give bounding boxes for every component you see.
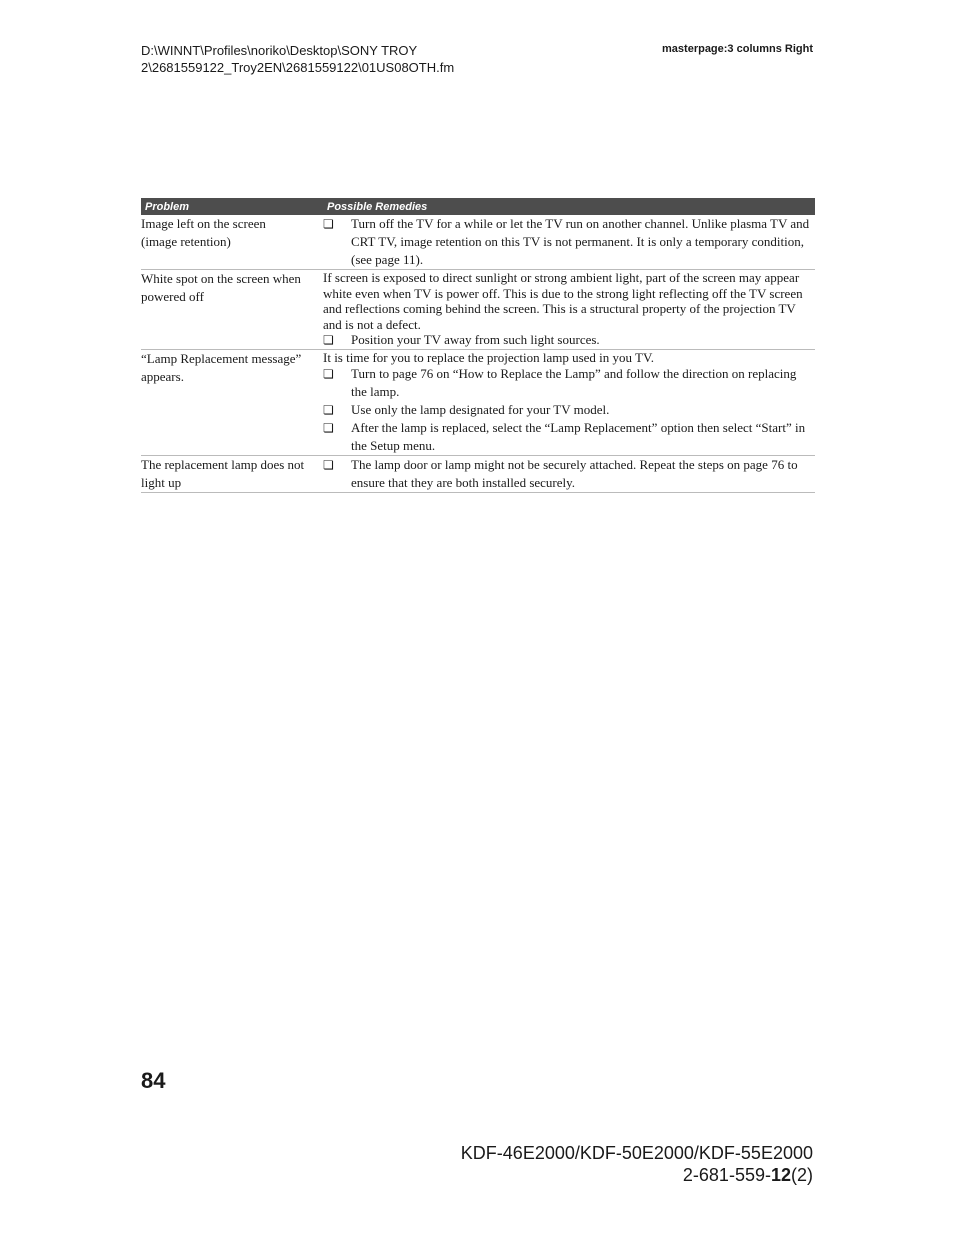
table-header [141,198,815,215]
problem-cell: “Lamp Replacement message” appears. [141,350,302,384]
file-path-header [141,42,454,76]
remedy-paragraph: It is time for you to replace the projection lamp used in you TV. [323,349,654,365]
bullet-item: ❏ Position your TV away from such light sources. [323,332,815,349]
checkbox-bullet-icon [323,456,351,492]
remedy-paragraph: If screen is exposed to direct sunlight or strong ambient light, part of the screen may appear white even when TV is power off. This is due to the strong light reflecting off the TV screen and reflections coming behind the screen. This is a structural property of the projection TV and is not a defect. [323,270,803,332]
remedy-cell [323,456,815,492]
table-row [141,350,815,456]
table-row [141,270,815,350]
bullet-item: ❏ After the lamp is replaced, select the “Lamp Replacement” option then select “Start” in the Setup menu. [323,419,815,455]
checkbox-bullet-icon [323,332,351,349]
header-problem: Problem [145,200,190,213]
bullet-item: ❏ Use only the lamp designated for your TV model. [323,401,815,419]
table-row [141,456,815,493]
remedy-cell [323,270,815,349]
bullet-item: ❏ Turn off the TV for a while or let the TV run on another channel. Unlike plasma TV and CRT TV, image retention on this TV is not permanent. It is only a temporary condition, (see page 11). [323,215,815,269]
checkbox-bullet-icon [323,401,351,419]
remedy-cell [323,215,815,269]
problem-cell: Image left on the screen (image retention) [141,216,266,249]
page-number: 84 [141,1068,166,1093]
problem-cell: The replacement lamp does not light up [141,456,305,490]
file-path-line-2: 2\2681559122_Troy2EN\2681559122\01US08OTH.fm [141,60,455,75]
troubleshooting-table [141,198,815,493]
problem-cell: White spot on the screen when powered off [141,271,301,304]
bullet-item: ❏ The lamp door or lamp might not be securely attached. Repeat the steps on page 76 to ensure that they are both installed securely. [323,456,815,492]
document-code: 2-681-559-12(2) [682,1165,813,1185]
file-path-line-1: D:\WINNT\Profiles\noriko\Desktop\SONY TROY [141,43,418,58]
header-remedies: Possible Remedies [327,200,428,213]
remedy-cell [323,350,815,455]
bullet-item: ❏ Turn to page 76 on “How to Replace the Lamp” and follow the direction on replacing the lamp. [323,365,815,401]
model-numbers: KDF-46E2000/KDF-50E2000/KDF-55E2000 [460,1143,813,1163]
masterpage-label: masterpage:3 columns Right [662,43,813,55]
model-footer [461,1142,813,1186]
table-row [141,215,815,270]
checkbox-bullet-icon [323,365,351,401]
checkbox-bullet-icon [323,215,351,269]
checkbox-bullet-icon [323,419,351,455]
